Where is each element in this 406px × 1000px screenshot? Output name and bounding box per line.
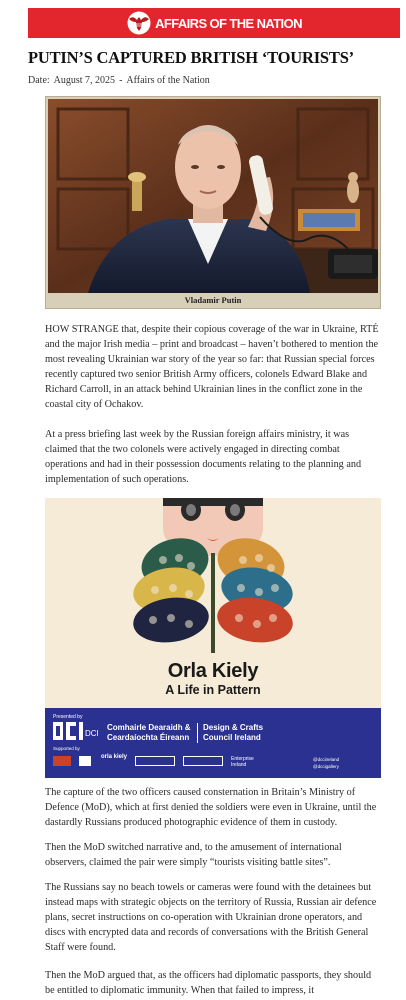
article-paragraph: At a press briefing last week by the Russian foreign affairs ministry, it was claimed that the two colonels were actively engaged in directing combat operations and had in their possession documents relating to the planning and implementation of such operations. bbox=[45, 429, 362, 486]
government-logo-icon bbox=[135, 756, 175, 766]
portrait-illustration bbox=[48, 99, 378, 293]
supported-by-label: Supported by bbox=[53, 746, 80, 751]
council-irish-line: Ceardaíochta Éireann bbox=[107, 733, 190, 742]
presented-by-label: Presented by bbox=[53, 714, 83, 720]
masthead-brand: AFFAIRS OF THE NATION bbox=[155, 15, 302, 31]
article-paragraph: The Russians say no beach towels or cameras were found with the detainees but instead maps with strategic objects on the territory of Russia, Russian air defence plans, secret instructions on co-operation with Ukrainian drone operators, and discs with encrypted data and records of conversations with the British General Staff were found. bbox=[45, 882, 377, 954]
council-name-english bbox=[203, 723, 263, 743]
council-name-irish bbox=[107, 723, 191, 743]
social-handle: @dcciireland bbox=[313, 757, 340, 762]
image-caption: Vladamir Putin bbox=[184, 295, 242, 305]
article-photo bbox=[48, 99, 378, 293]
government-logo-icon bbox=[183, 756, 223, 766]
date-separator: - bbox=[119, 75, 123, 86]
council-english-line: Council Ireland bbox=[203, 733, 261, 742]
enterprise-ireland-logo bbox=[231, 756, 254, 768]
article-dateline bbox=[28, 75, 210, 86]
advertisement-title: Orla Kiely bbox=[167, 660, 259, 682]
sponsor-logo-icon bbox=[79, 756, 91, 766]
advertisement-banner[interactable] bbox=[45, 498, 381, 778]
article-paragraph: HOW STRANGE that, despite their copious coverage of the war in Ukraine, RTÉ and the major Irish media – print and broadcast – haven’t bothered to mention the most revealing Ukrainian war story of the year so far: that Russian special forces recently captured two senior British Army officers, colonels Edward Blake and Richard Carroll, in an attack behind Ukrainian lines in the conflict zone in the coastal city of Ochakov. bbox=[45, 324, 379, 411]
dcci-logo-text: DCI bbox=[85, 729, 99, 738]
advertisement-subtitle: A Life in Pattern bbox=[165, 683, 261, 697]
eagle-logo-icon bbox=[126, 10, 152, 36]
masthead[interactable] bbox=[28, 8, 400, 38]
social-handle: @dccigallery bbox=[313, 764, 339, 769]
band-divider bbox=[197, 723, 198, 743]
article-image-frame bbox=[45, 96, 381, 309]
enterprise-ireland-line: Ireland bbox=[231, 762, 247, 768]
orla-kiely-logo: orla kiely bbox=[101, 754, 128, 760]
advertisement-sponsor-band bbox=[45, 708, 381, 778]
enterprise-ireland-line: Enterprise bbox=[231, 756, 254, 762]
article-paragraph: Then the MoD argued that, as the officers had diplomatic passports, they should be entitled to diplomatic immunity. When that failed to impress, it bbox=[45, 970, 372, 997]
article-paragraph: Then the MoD switched narrative and, to the amusement of international observers, claimed the pair were simply “tourists visiting battle sites”. bbox=[45, 842, 342, 869]
article-title: PUTIN’S CAPTURED BRITISH ‘TOURISTS’ bbox=[28, 48, 354, 67]
article-paragraph: The capture of the two officers caused consternation in Britain’s Ministry of Defence (MoD), which at first denied the soldiers were even in Ukraine, until the dastardly Russians produced photographic evidence of them in custody. bbox=[45, 787, 377, 829]
date-label: Date: bbox=[28, 75, 50, 86]
article-date: August 7, 2025 bbox=[53, 75, 116, 86]
article-publication[interactable]: Affairs of the Nation bbox=[126, 75, 210, 86]
sponsor-logo-icon bbox=[53, 756, 71, 766]
council-english-line: Design & Crafts bbox=[203, 723, 264, 732]
social-handles bbox=[313, 756, 339, 770]
dcci-logo-icon bbox=[53, 722, 99, 740]
council-irish-line: Comhairle Dearaidh & bbox=[107, 723, 191, 732]
